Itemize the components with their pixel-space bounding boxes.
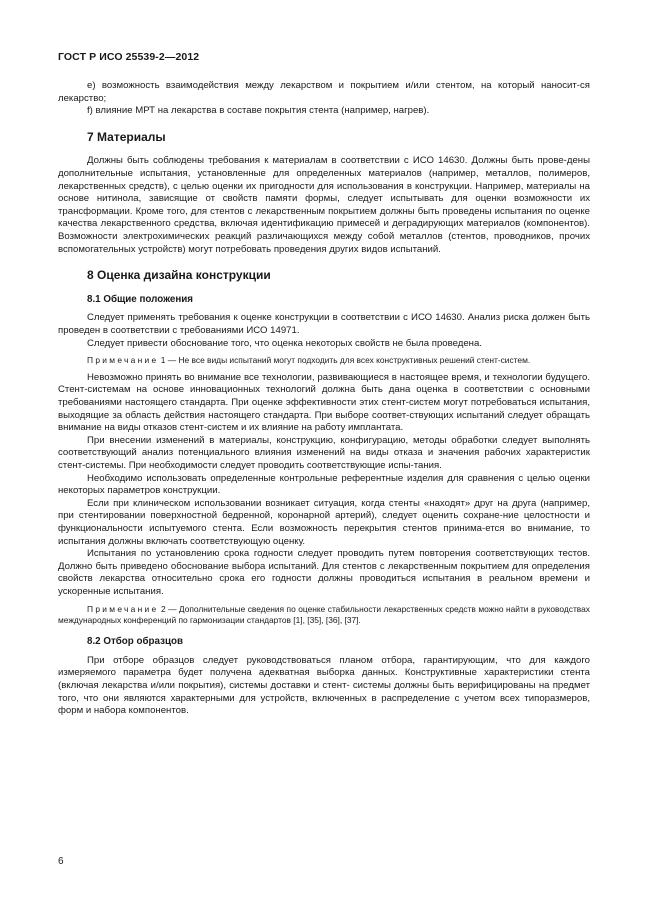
section-8-1-paragraph-5: Необходимо использовать определенные контрольные референтные изделия для сравнения с целью оценки некоторых параметров конструкции. [58, 472, 590, 497]
note-2-label: Примечание [87, 603, 159, 614]
section-8-1-paragraph-1: Следует применять требования к оценке конструкции в соответствии с ИСО 14630. Анализ риска должен быть проведен в соответствии с требованиями ИСО 14971. [58, 312, 590, 336]
section-8-1-paragraph-2: Следует привести обоснование того, что оценка некоторых свойств не была проведена. [87, 337, 482, 349]
section-8-2-paragraph: При отборе образцов следует руководствоваться планом отбора, гарантирующим, что для каждого измеряемого параметра будет получена адекватная выборка данных. Конструктивные характеристики стента (включая лекарства и/или покрытия), системы доставки и стент- системы должны быть верифицированы на предмет того, что они являются характерными для устройств, включенных в распределение с учетом всех типоразмеров, форм и набора компонентов. [58, 654, 590, 717]
section-8-1-paragraph-3: Невозможно принять во внимание все технологии, развивающиеся в настоящее время, и технологии будущего. Стент-системам на основе инновационных технологий должна быть дана оценка в соответствии с основными требованиями настоящего стандарта. При оценке эффективности этих стент-систем могут потребоваться испытания, выходящие за область действия настоящего стандарта. При выборе соответ-ствующих испытаний следует обращать внимание на виды отказов стент-систем и их влияние на работу имплантата. [58, 371, 590, 434]
section-8-1-paragraph-4: При внесении изменений в материалы, конструкцию, конфигурацию, методы обработки следует выполнять соответствующий анализ потенциального влияния изменений на виды отказа и значения рабочих характеристик стент-системы. При необходимости следует проводить соответствующие испы-тания. [58, 434, 590, 472]
subsection-8-1-title: 8.1 Общие положения [87, 293, 194, 305]
section-8-1-paragraph-6: Если при клиническом использовании возникает ситуация, когда стенты «находят» друг на друга (например, при стентировании поверхностной бедренной, коронарной артерий), следует оценить сохране-ние целостности и функциональности испытуемого стента. Если возможность перекрытия стентов принима-ется во внимание, то испытания должны включать соответствующую оценку. [58, 497, 590, 547]
standard-header: ГОСТ Р ИСО 25539-2—2012 [58, 51, 200, 63]
section-8-title: 8 Оценка дизайна конструкции [87, 268, 271, 283]
note-2 [58, 604, 590, 628]
page-number: 6 [58, 856, 64, 867]
section-7-paragraph: Должны быть соблюдены требования к материалам в соответствии с ИСО 14630. Должны быть прове-дены дополнительные испытания, установленные для определенных материалов (например, металлов, полимеров, лекарственных средств), с целью оценки их пригодности для использования в конструкции. Например, материалы на основе нитинола, зависящие от свойств памяти формы, следует испытывать для оценки возможности их трансформации. Кроме того, для стентов с лекарственным покрытием должны быть проведены испытания по оценке качества лекарственного средства, включая идентификацию примесей и деградирующих материалов (компонентов). Возможности электрохимических реакций различающихся между собой металлов (стентов, проводников, прочих вспомогательных устройств) могут потребовать проведения других видов испытаний. [58, 155, 590, 255]
note-1-label: Примечание [87, 355, 159, 366]
note-1 [58, 355, 590, 367]
intro-item-e: e) возможность взаимодействия между лекарством и покрытием и/или стентом, на который наносит-ся лекарство; [58, 80, 590, 104]
note-1-text: 1 — Не все виды испытаний могут подходить для всех конструктивных решений стент-систем. [158, 355, 531, 366]
intro-item-f: f) влияние МРТ на лекарства в составе покрытия стента (например, нагрев). [87, 105, 430, 117]
subsection-8-2-title: 8.2 Отбор образцов [87, 636, 183, 648]
section-7-title: 7 Материалы [87, 129, 166, 144]
section-8-1-paragraph-7: Испытания по установлению срока годности следует проводить путем повторения соответствующих тестов. Должно быть приведено обоснование выбора испытаний. Для стентов с лекарственным покрытием для определения свойств лекарства относительно срока его годности должны проводиться испытания в реальном времени и ускоренные испытания. [58, 548, 590, 597]
page-content [58, 80, 590, 718]
note-2-text: 2 — Дополнительные сведения по оценке стабильности лекарственных средств можно найти в руководствах международных конференций по гармонизации стандартов [1], [35], [36], [37]. [58, 603, 590, 626]
